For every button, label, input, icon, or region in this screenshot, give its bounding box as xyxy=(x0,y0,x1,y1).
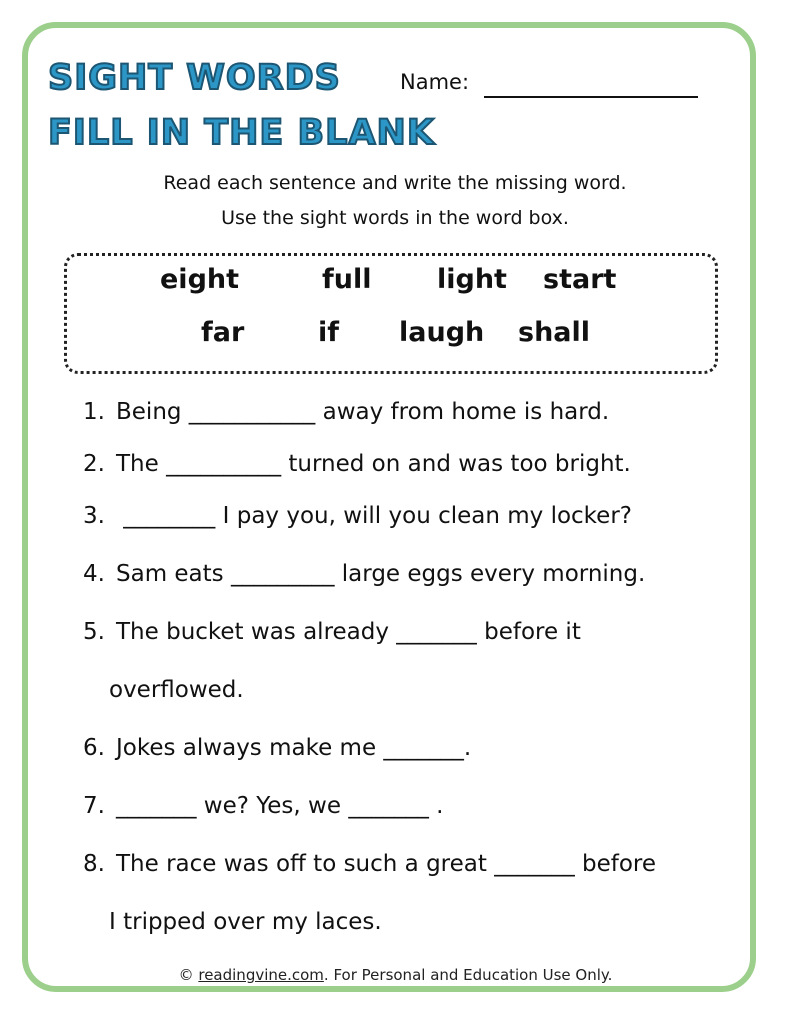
question-number: 8. xyxy=(83,851,105,877)
question-2 xyxy=(83,451,631,477)
question-text: The __________ turned on and was too bright. xyxy=(116,451,631,477)
question-number: 1. xyxy=(83,399,105,425)
question-number: 6. xyxy=(83,735,105,761)
word-if: if xyxy=(318,317,340,348)
question-text: Being ___________ away from home is hard. xyxy=(116,399,610,425)
question-number: 3. xyxy=(83,503,105,529)
word-light: light xyxy=(437,264,507,295)
question-text: The bucket was already _______ before it xyxy=(116,619,581,645)
footer-link[interactable]: readingvine.com xyxy=(198,966,324,984)
question-text: Sam eats _________ large eggs every morning. xyxy=(116,561,646,587)
question-text: Jokes always make me _______. xyxy=(116,735,472,761)
word-start: start xyxy=(543,264,617,295)
title-line-1: SIGHT WORDS xyxy=(48,58,341,98)
question-number: 7. xyxy=(83,793,105,819)
question-8-continuation: I tripped over my laces. xyxy=(109,909,382,935)
question-7 xyxy=(83,793,443,819)
title-line-2: FILL IN THE BLANK xyxy=(48,113,435,153)
word-full: full xyxy=(322,264,372,295)
footer-notice: . For Personal and Education Use Only. xyxy=(323,966,613,984)
question-5-continuation: overflowed. xyxy=(109,677,244,703)
question-4 xyxy=(83,561,645,587)
name-blank-line xyxy=(484,96,698,98)
question-5 xyxy=(83,619,581,645)
question-text: The race was off to such a great _______ before xyxy=(116,851,657,877)
name-label: Name: xyxy=(400,70,470,94)
question-8 xyxy=(83,851,656,877)
question-6 xyxy=(83,735,471,761)
instructions-line-1: Read each sentence and write the missing word. xyxy=(163,172,627,194)
question-text: _______ we? Yes, we _______ . xyxy=(116,793,444,819)
question-3 xyxy=(83,503,632,529)
question-text: ________ I pay you, will you clean my locker? xyxy=(116,503,632,529)
word-far: far xyxy=(201,317,245,348)
question-1 xyxy=(83,399,609,425)
footer-copyright: © xyxy=(178,966,199,984)
question-number: 5. xyxy=(83,619,105,645)
word-shall: shall xyxy=(518,317,591,348)
question-number: 4. xyxy=(83,561,105,587)
instructions-line-2: Use the sight words in the word box. xyxy=(221,207,569,229)
word-eight: eight xyxy=(160,264,240,295)
word-laugh: laugh xyxy=(399,317,485,348)
question-number: 2. xyxy=(83,451,105,477)
footer xyxy=(0,966,791,984)
